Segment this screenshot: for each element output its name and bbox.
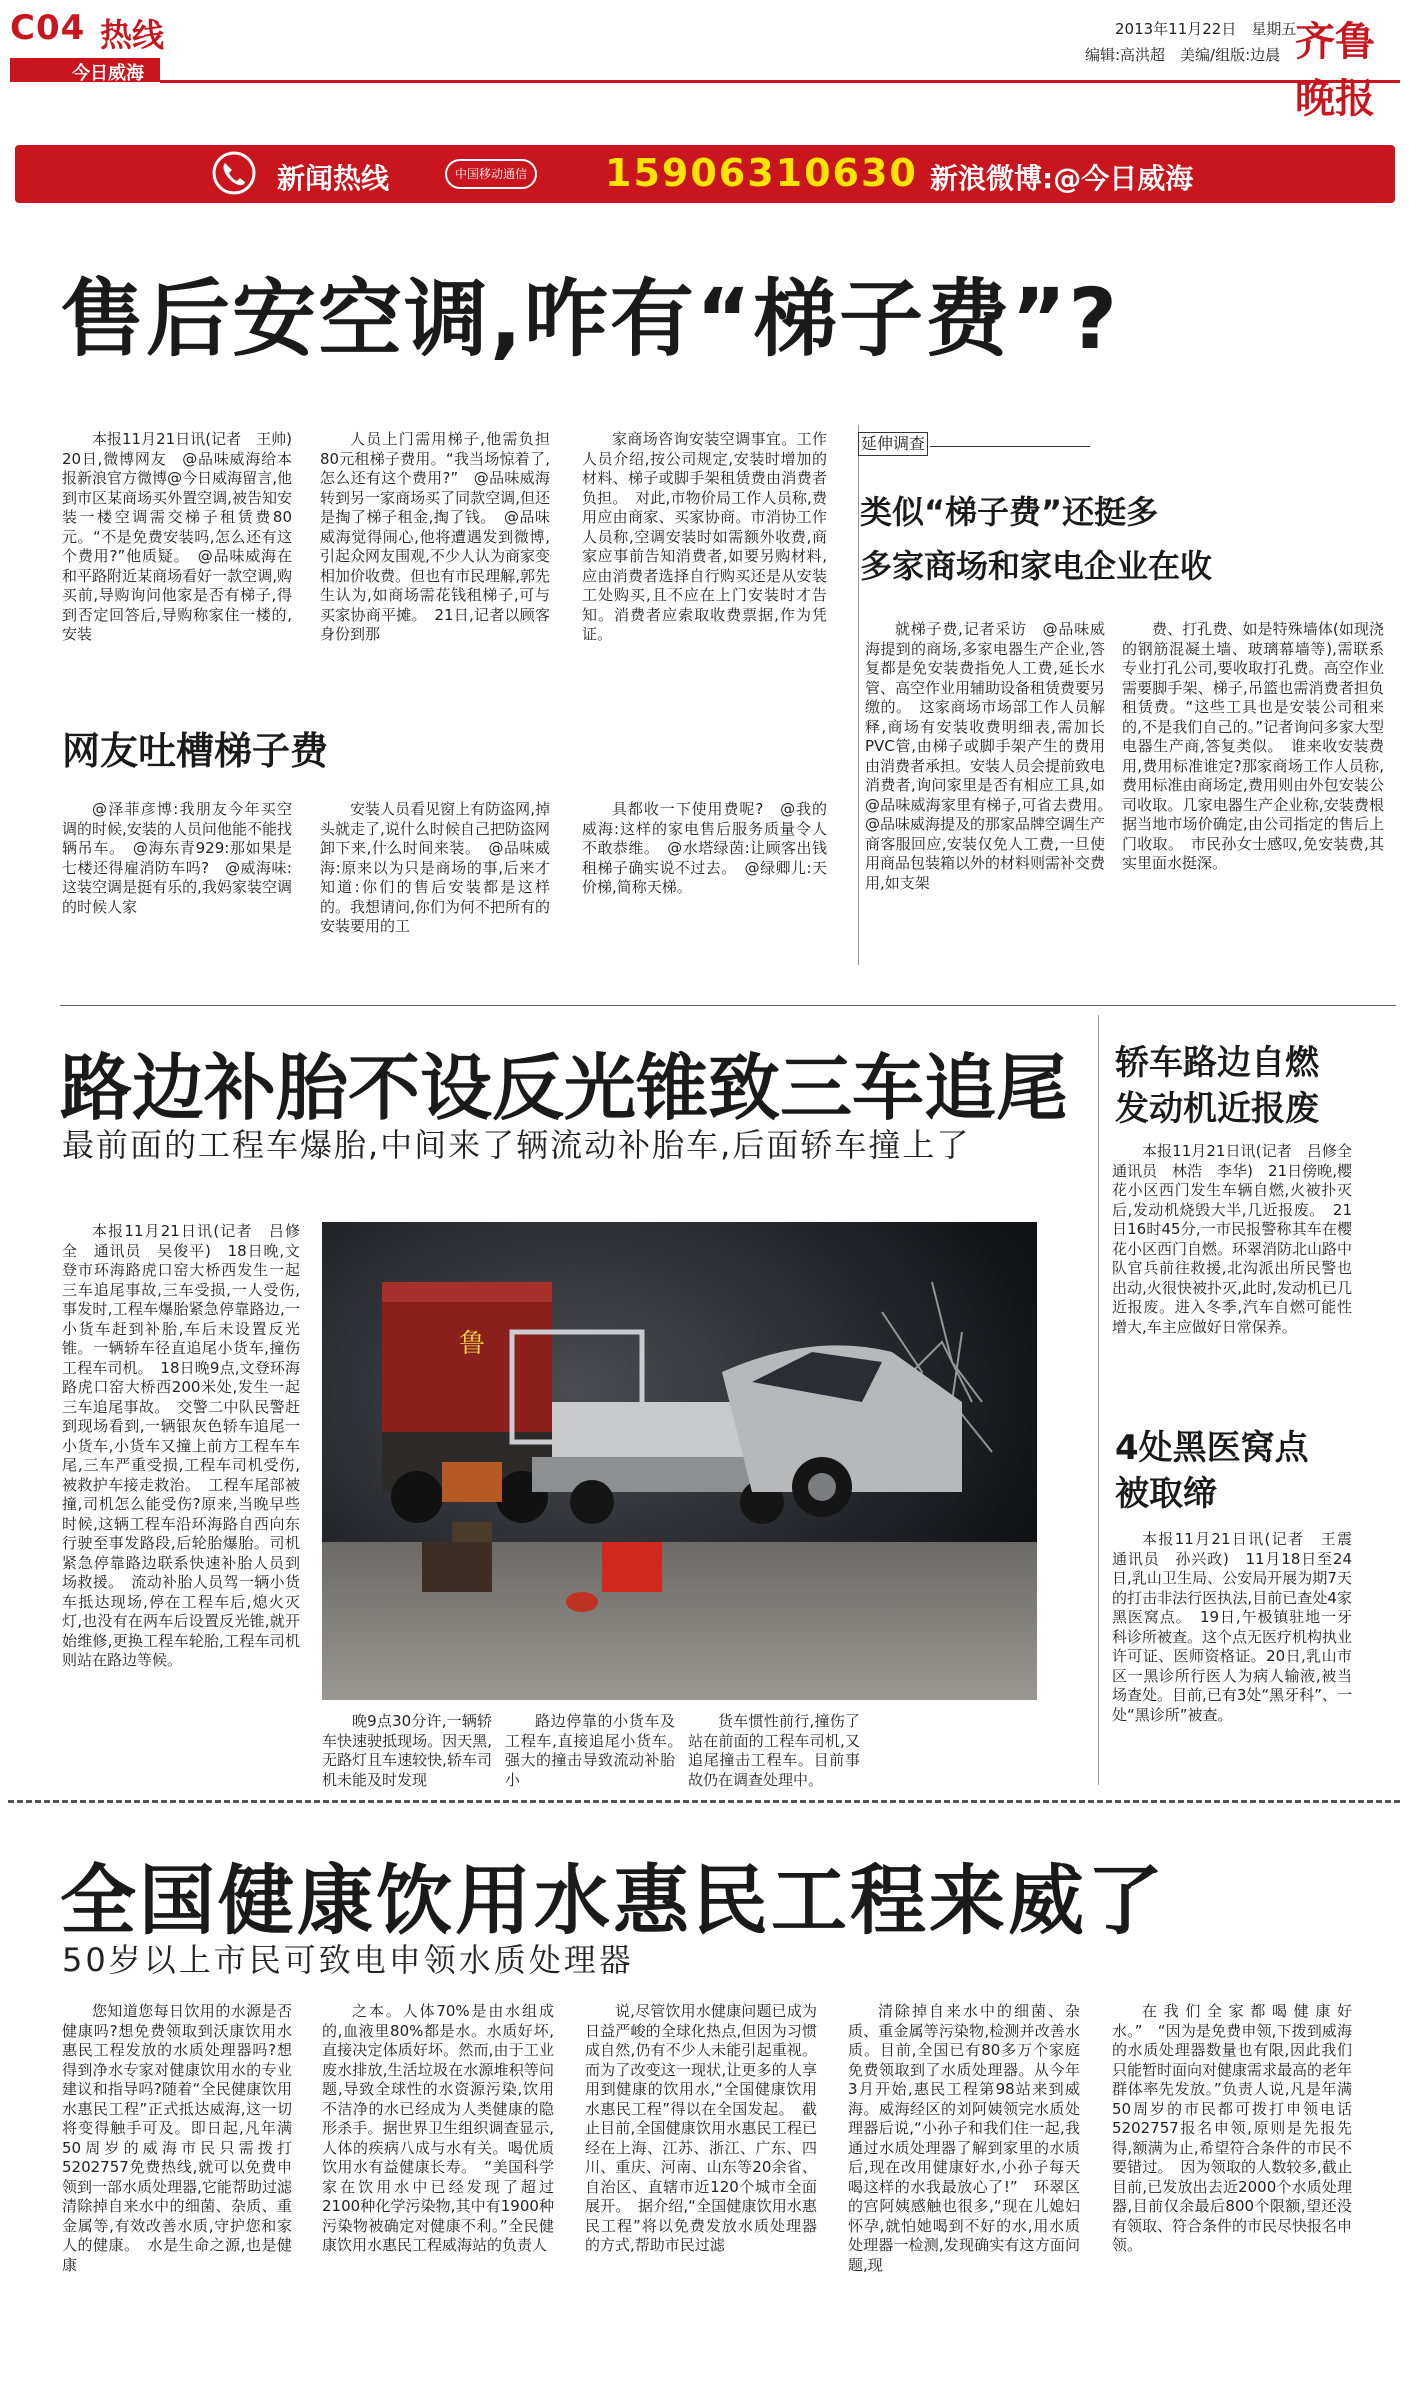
story1-paragraph: 人员上门需用梯子,他需负担80元租梯子费用。“我当场惊着了,怎么还有这个费用?” @品味威海转到另一家商场买了同款空调,但还是掏了梯子租金,掏了钱。 @品味威海觉得闹心,他将遭遇发到微博,引起众网友围观,不少人认为商家变相加价收费。但也有市民理解,郭先生认为,如商场需花钱租梯子,可与买家协商平摊。 21日,记者以顾客身份到那 bbox=[320, 430, 550, 643]
brief1-paragraph: 本报11月21日讯(记者 吕修全 通讯员 林浩 李华) 21日傍晚,樱花小区西门发生车辆自燃,火被扑灭后,发动机烧毁大半,几近报废。 21日16时45分,一市民报警称其车在樱花小区西门自燃。环翠消防北山路中队官兵前往救援,北沟派出所民警也出动,火很快被扑灭,此时,发动机已几近报废。进入冬季,汽车自燃可能性增大,车主应做好日常保养。 bbox=[1112, 1142, 1368, 1336]
hotline-label: 新闻热线 bbox=[277, 162, 390, 195]
story3-column-5 bbox=[1112, 2002, 1352, 2256]
brief1-title-line: 发动机近报废 bbox=[1115, 1089, 1319, 1129]
sidebar-paragraph: 就梯子费,记者采访 @品味威海提到的商场,多家电器生产企业,答复都是免安装费指免人工费,延长水管、高空作业用辅助设备租赁费要另缴的。 这家商场市场部工作人员解释,商场有安装收费明细表,需加长PVC管,由梯子或脚手架产生的费用由消费者承担。安装人员会提前致电消费者,询问家里是否有相应工具,如 @品味威海家里有梯子,可省去费用。 @品味威海提及的那家品牌空调生产商客服回应,安装仅免人工费,一旦使用商品包装箱以外的材料则需补交费用,如支架 bbox=[865, 620, 1121, 892]
accident-illustration bbox=[322, 1222, 1037, 1700]
story2-column-2 bbox=[322, 1712, 492, 1790]
hotline-banner bbox=[15, 145, 1395, 203]
editor-credit: 编辑:高洪超 美编/组版:边晨 bbox=[1085, 46, 1281, 64]
story1-column-2 bbox=[320, 430, 550, 645]
sidebar-column-1 bbox=[865, 620, 1121, 893]
netizen-paragraph: @泽菲彦博:我朋友今年买空调的时候,安装的人员问他能不能找辆吊车。 @海东青929:那如果是七楼还得雇消防车吗? @威海味:这装空调是挺有乐的,我妈家装空调的时候人家 bbox=[62, 800, 292, 916]
sidebar-column-2 bbox=[1122, 620, 1384, 874]
netizen-subhead: 网友吐槽梯子费 bbox=[62, 729, 329, 773]
header-rule bbox=[160, 80, 1400, 83]
story3-paragraph: 说,尽管饮用水健康问题已成为日益严峻的全球化热点,但因为习惯成自然,仍有不少人未能引起重视。而为了改变这一现状,让更多的人享用到健康的饮用水,“全国健康饮用水惠民工程”得以在全国发起。 截止目前,全国健康饮用水惠民工程已经在上海、江苏、浙江、广东、四川、重庆、河南、山东等20余省、自治区、直辖市近120个城市全面展开。 据介绍,“全国健康饮用水惠民工程”将以免费发放水质处理器的方式,帮助市民过滤 bbox=[585, 2002, 817, 2254]
netizen-column-2 bbox=[320, 800, 550, 937]
newspaper-logo: 齐鲁晚报 bbox=[1295, 18, 1375, 122]
story2-paragraph: 货车惯性前行,撞伤了站在前面的工程车司机,又追尾撞击工程车。目前事故仍在调查处理中。 bbox=[688, 1712, 860, 1789]
story1-headline: 售后安空调,咋有“梯子费”? bbox=[60, 270, 1120, 368]
story2-column-4 bbox=[688, 1712, 860, 1790]
accident-photo bbox=[322, 1222, 1037, 1700]
hotline-number: 15906310630 bbox=[605, 151, 918, 195]
brief2-title-line: 4处黑医窝点 bbox=[1115, 1428, 1309, 1468]
story3-subheadline: 50岁以上市民可致电申领水质处理器 bbox=[62, 1941, 634, 1979]
story2-paragraph: 本报11月21日讯(记者 吕修全 通讯员 吴俊平) 18日晚,文登市环海路虎口窑大桥西发生一起三车追尾事故,三车受损,一人受伤,事发时,工程车爆胎紧急停靠路边,一小货车赶到补胎,车后未设置反光锥。一辆轿车径直追尾小货车,撞伤工程车司机。 18日晚9点,文登环海路虎口窑大桥西200米处,发生一起三车追尾事故。 交警二中队民警赶到现场看到,一辆银灰色轿车追尾一小货车,小货车又撞上前方工程车车尾,三车严重受损,工程车司机受伤,被救护车接走救治。 工程车尾部被撞,司机怎么能受伤?原来,当晚早些时候,这辆工程车沿环海路自西向东行驶至事发路段,后轮胎爆胎。司机紧急停靠路边联系快速补胎人员到场救援。 流动补胎人员驾一辆小货车抵达现场,停在工程车后,熄火灭灯,也没有在两车后设置反光锥,就开始维修,更换工程车轮胎,工程车司机则站在路边等候。 bbox=[62, 1222, 300, 1669]
page-header bbox=[10, 8, 1400, 122]
brief2-title-line: 被取缔 bbox=[1115, 1474, 1217, 1514]
netizen-paragraph: 具都收一下使用费呢? @我的威海:这样的家电售后服务质量令人不敢恭维。 @水塔绿茵:让顾客出钱租梯子确实说不过去。 @绿卿儿:天价梯,简称天梯。 bbox=[582, 800, 827, 896]
page-section: 热线 bbox=[100, 16, 165, 54]
sidebar-title-line: 类似“梯子费”还挺多 bbox=[860, 493, 1159, 531]
story2-column-1 bbox=[62, 1222, 300, 1671]
story3-paragraph: 您知道您每日饮用的水源是否健康吗?想免费领取到沃康饮用水惠民工程发放的水质处理器吗?想得到净水专家对健康饮用水的专业建议和指导吗?随着“全民健康饮用水惠民工程”正式抵达威海,这一切将变得触手可及。即日起,凡年满50周岁的威海市民只需拨打5202757免费热线,就可以免费申领到一部水质处理器,它能帮助过滤清除掉自来水中的细菌、杂质、重金属等,有效改善水质,守护您和家人的健康。 水是生命之源,也是健康 bbox=[62, 2002, 292, 2274]
story3-column-3 bbox=[585, 2002, 817, 2256]
brief2-paragraph: 本报11月21日讯(记者 王震 通讯员 孙兴政) 11月18日至24日,乳山卫生局、公安局开展为期7天的打击非法行医执法,目前已查处4家黑医窝点。 19日,午极镇驻地一牙科诊所被查。这个点无医疗机构执业许可证、医师资格证。20日,乳山市区一黑诊所行医人为病人输液,被当场查处。目前,已有3处“黑牙科”、一处“黑诊所”被查。 bbox=[1112, 1530, 1368, 1724]
story3-headline: 全国健康饮用水惠民工程来威了 bbox=[60, 1856, 1166, 1945]
truck-plate-text: 鲁 bbox=[458, 1329, 486, 1359]
story2-subheadline: 最前面的工程车爆胎,中间来了辆流动补胎车,后面轿车撞上了 bbox=[62, 1126, 971, 1164]
sidebar-title bbox=[860, 485, 1212, 593]
subsection-label: 今日威海 bbox=[72, 63, 144, 84]
story1-paragraph: 本报11月21日讯(记者 王帅) 20日,微博网友 @品味威海给本报新浪官方微博@今日威海留言,他到市区某商场买外置空调,被告知安装一楼空调需交梯子租赁费80元。“不是免费安装吗,怎么还有这个费用?”他质疑。 @品味威海在和平路附近某商场看好一款空调,购买前,导购询问他家是否有梯子,得到否定回答后,导购称家住一楼的,安装 bbox=[62, 430, 308, 643]
issue-date: 2013年11月22日 星期五 bbox=[1115, 20, 1297, 38]
netizen-column-3 bbox=[582, 800, 827, 898]
story3-paragraph: 在我们全家都喝健康好水。” “因为是免费申领,下拨到威海的水质处理器数量也有限,因此我们只能暂时面向对健康需求最高的老年群体率先发放。”负责人说,凡是年满50周岁的市民都可拨打申领电话5202757报名申领,原则是先报先得,额满为止,希望符合条件的市民不要错过。 因为领取的人数较多,截止目前,已发放出去近2000个水质处理器,目前仅余最后800个限额,望还没有领取、符合条件的市民尽快报名申领。 bbox=[1112, 2002, 1353, 2254]
story3-paragraph: 之本。人体70%是由水组成的,血液里80%都是水。水质好坏,直接决定体质好坏。然而,由于工业废水排放,生活垃圾在水源堆积等问题,导致全球性的水资源污染,饮用不洁净的水已经成为人类健康的隐形杀手。据世界卫生组织调查显示,人体的疾病八成与水有关。喝优质饮用水有益健康长寿。 “美国科学家在饮用水中已经发现了超过2100种化学污染物,其中有1900种污染物被确定对健康不利。”全民健康饮用水惠民工程威海站的负责人 bbox=[322, 2002, 554, 2254]
brief1-title bbox=[1115, 1040, 1319, 1132]
section-divider bbox=[60, 1005, 1396, 1006]
story3-paragraph: 清除掉自来水中的细菌、杂质、重金属等污染物,检测并改善水质。目前,全国已有80多万个家庭免费领取到了水质处理器。从今年3月开始,惠民工程第98站来到威海。威海经区的刘阿姨领完水质处理器后说,“小孙子和我们住一起,我通过水质处理器了解到家里的水质后,现在改用健康好水,小孙子每天喝这样的水我最放心了!” 环翠区的宫阿姨感触也很多,“现在儿媳妇怀孕,就怕她喝到不好的水,用水质处理器一检测,发现确实有这方面问题,现 bbox=[848, 2002, 1080, 2274]
story2-paragraph: 路边停靠的小货车及工程车,直接追尾小货车。 强大的撞击导致流动补胎小 bbox=[505, 1712, 691, 1789]
netizen-paragraph: 安装人员看见窗上有防盗网,掉头就走了,说什么时候自己把防盗网卸下来,什么时间来装。 @品味威海:原来以为只是商场的事,后来才知道:你们的售后安装都是这样的。我想请问,你们为何不把所有的安装要用的工 bbox=[320, 800, 550, 935]
story1-column-1 bbox=[62, 430, 308, 645]
story3-column-1 bbox=[62, 2002, 292, 2275]
brief1-body bbox=[1112, 1142, 1368, 1337]
brief2-title bbox=[1115, 1425, 1309, 1517]
netizen-column-1 bbox=[62, 800, 292, 917]
weibo-handle: 新浪微博:@今日威海 bbox=[930, 162, 1194, 195]
brief-column-divider bbox=[1098, 1015, 1099, 1785]
story2-paragraph: 晚9点30分许,一辆轿车快速驶抵现场。因天黑,无路灯且车速较快,轿车司机未能及时发现 bbox=[322, 1712, 492, 1789]
story1-paragraph: 家商场咨询安装空调事宜。工作人员介绍,按公司规定,安装时增加的材料、梯子或脚手架租赁费由消费者负担。 对此,市物价局工作人员称,费用应由商家、买家协商。市消协工作人员称,空调安装时如需额外收费,商家应事前告知消费者,如要另购材料,应由消费者选择自行购买还是从安装工处购买,且不应在上门安装时才告知。消费者应索取收费票据,作为凭证。 bbox=[582, 430, 827, 643]
page-code: C04 bbox=[10, 8, 86, 48]
carrier-logo: 中国移动通信 bbox=[445, 159, 537, 189]
sidebar-paragraph: 费、打孔费、如是特殊墙体(如现浇的钢筋混凝土墙、玻璃幕墙等),需联系专业打孔公司,要收取打孔费。高空作业需要脚手架、梯子,吊篮也需消费者担负租赁费。“这些工具也是安装公司租来的,不是我们自己的。”记者询问多家大型电器生产商,答复类似。 谁来收安装费用,费用标准谁定?那家商场工作人员称,费用标准由商场定,费用则由外包安装公司收取。几家电器生产企业称,安装费根据当地市场价确定,由公司指定的售后上门收取。 市民孙女士感叹,免安装费,其实里面水挺深。 bbox=[1122, 620, 1384, 872]
story3-column-4 bbox=[848, 2002, 1080, 2275]
sidebar-tag: 延伸调查 bbox=[858, 432, 928, 456]
story3-column-2 bbox=[322, 2002, 554, 2256]
story1-column-3 bbox=[582, 430, 827, 645]
phone-icon bbox=[210, 149, 258, 197]
brief1-title-line: 轿车路边自燃 bbox=[1115, 1043, 1319, 1083]
story2-column-3 bbox=[505, 1712, 691, 1790]
section-bar bbox=[10, 58, 160, 82]
sidebar-title-line: 多家商场和家电企业在收 bbox=[860, 547, 1213, 585]
brief2-body bbox=[1112, 1530, 1368, 1725]
story2-headline: 路边补胎不设反光锥致三车追尾 bbox=[60, 1046, 1069, 1130]
sidebar-tag-rule bbox=[930, 446, 1090, 447]
